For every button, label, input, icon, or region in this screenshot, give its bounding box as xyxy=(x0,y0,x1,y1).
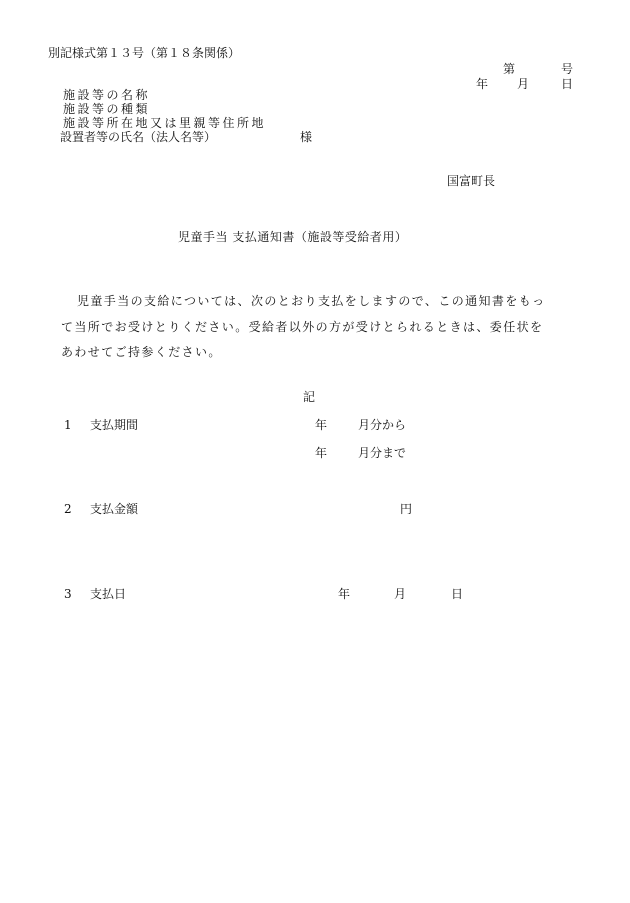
facility-name-label: 施設等の名称 xyxy=(63,88,151,102)
date-month-label: 月 xyxy=(517,77,530,91)
issuer-name: 国富町長 xyxy=(447,174,496,188)
pay-date-year: 年 xyxy=(338,587,351,601)
period-from-month: 月分から xyxy=(358,418,407,432)
item-2-label: 支払金額 xyxy=(90,502,139,516)
period-to-year: 年 xyxy=(315,446,328,460)
facility-address-label: 施設等所在地又は里親等住所地 xyxy=(63,116,267,130)
ki-heading: 記 xyxy=(303,390,316,404)
body-text-line-2: て当所でお受けとりください。受給者以外の方が受けとられるときは、委任状を xyxy=(61,320,544,334)
date-year-label: 年 xyxy=(476,77,489,91)
amount-unit: 円 xyxy=(400,502,413,516)
body-text-line-1: 児童手当の支給については、次のとおり支払をしますので、この通知書をもっ xyxy=(77,294,546,308)
item-1-number: 1 xyxy=(64,418,72,432)
doc-number-suffix: 号 xyxy=(561,62,574,76)
facility-type-label: 施設等の種類 xyxy=(63,102,151,116)
period-to-month: 月分まで xyxy=(358,446,407,460)
document-title: 児童手当 支払通知書（施設等受給者用） xyxy=(178,230,408,244)
honorific: 様 xyxy=(300,130,313,144)
item-3-label: 支払日 xyxy=(90,587,127,601)
item-1-label: 支払期間 xyxy=(90,418,139,432)
pay-date-day: 日 xyxy=(451,587,464,601)
item-3-number: 3 xyxy=(64,587,72,601)
pay-date-month: 月 xyxy=(394,587,407,601)
doc-number-prefix: 第 xyxy=(503,62,516,76)
item-2-number: 2 xyxy=(64,502,72,516)
period-from-year: 年 xyxy=(315,418,328,432)
form-number: 別記様式第１３号（第１８条関係） xyxy=(48,46,241,60)
date-day-label: 日 xyxy=(561,77,574,91)
installer-name-label: 設置者等の氏名（法人名等） xyxy=(60,130,217,144)
body-text-line-3: あわせてご持参ください。 xyxy=(61,345,222,359)
